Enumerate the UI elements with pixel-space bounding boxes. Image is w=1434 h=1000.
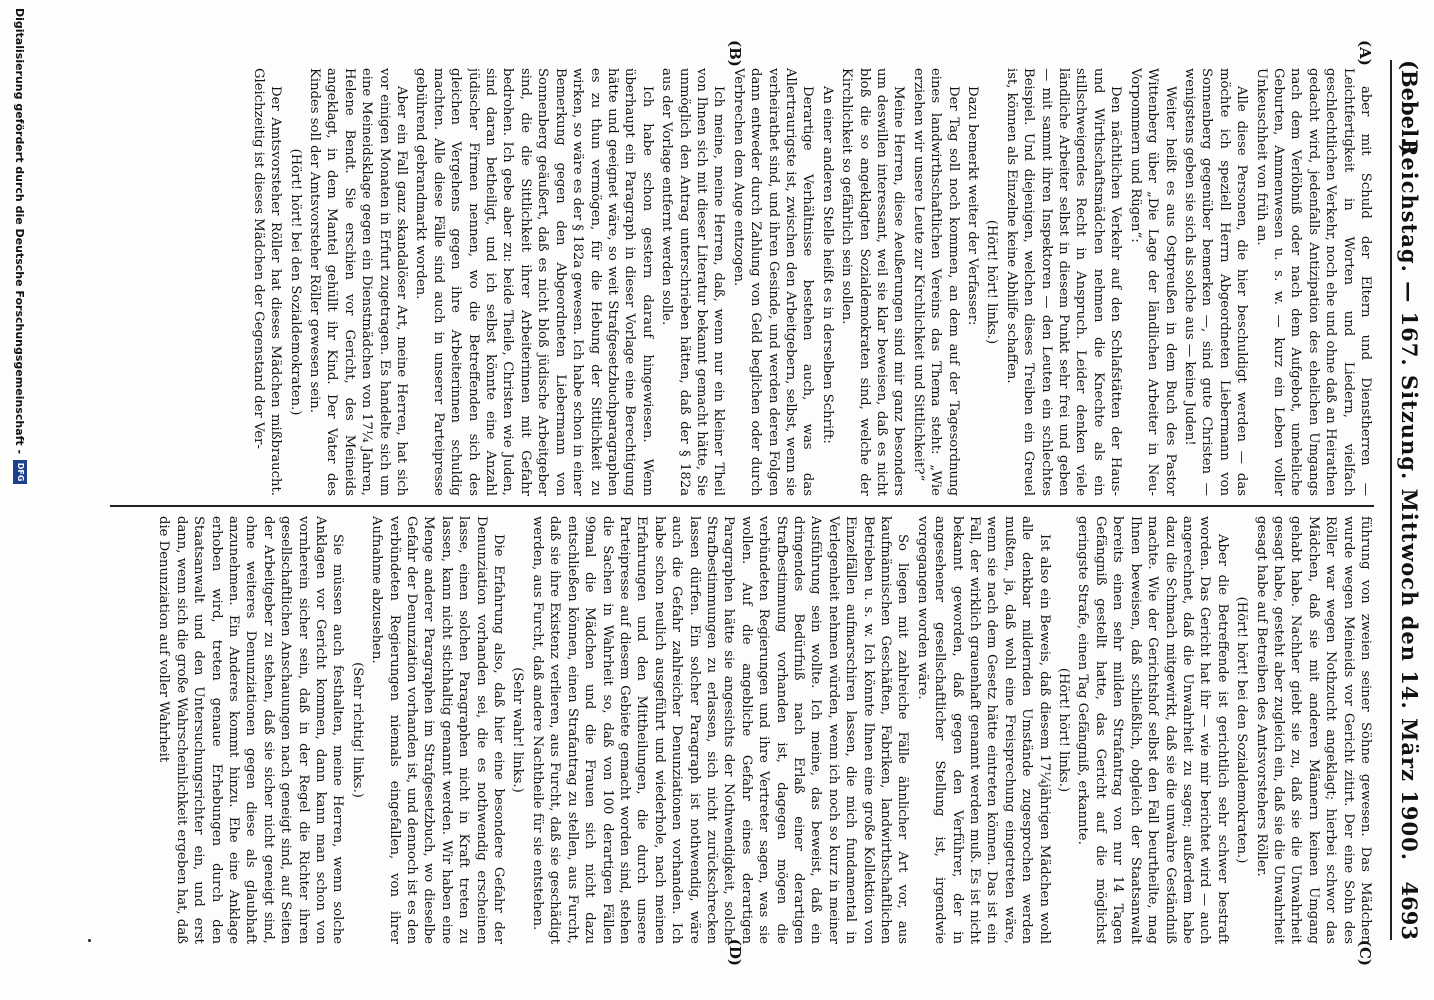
paragraph: Meine Herren, diese Aeußerungen sind mir ganz besonders um deswillen interessant, weil sie klar beweisen, daß es nicht bloß die so angeklagten Sozialdemokraten sind, welche der Kirchlichkeit so gefährlich sein sollen. [839, 68, 907, 496]
speaker-mark: (Bebel.) [1397, 60, 1422, 155]
paragraph: Alle diese Personen, die hier beschuldigt werden — das möchte ich speziell Herrn Abgeordneten Liebermann von Sonnenberg gegenüber bemerken —, sind gute Christen — wenigstens geben sie sich als solche aus — keine Juden! [1181, 68, 1250, 496]
paragraph: führung von zweien seiner Söhne gewesen. Das Mädchen wurde wegen Meineids vor Gericht zitirt. Der eine Sohn des Röller war wegen Nothzucht angeklagt; hierbei schwor das Mädchen, daß sie mit anderen Männern keinen Umgang gehabt habe. Nachher giebt sie zu, daß sie die Unwahrheit gesagt habe, gesteht aber zugleich ein, daß sie die Unwahrheit gesagt habe auf Betreiben des Amtsvorstehers Röller. [1253, 516, 1373, 944]
paragraph: Ist also ein Beweis, daß diesem 17¼jährigen Mädchen wohl alle denkbar mildernden Umstände zugesprochen werden mußten, ja, daß wohl eine Freisprechung eingetreten wäre, wenn sie nach dem Gesetz hätte eintreten können. Das ist ein Fall, der wirklich grauenhaft genannt werden muß. Es ist nicht bekannt geworden, daß gegen den Verführer, der in angesehener gesellschaftlicher Stellung ist, irgendwie vorgegangen worden wäre. [914, 516, 1052, 944]
interjection: (Sehr wahr! links.) [510, 667, 526, 793]
scan-speck [88, 939, 91, 942]
interjection: (Sehr richtig! links.) [349, 662, 365, 798]
left-text-column [110, 68, 1374, 496]
right-text-column [110, 516, 1374, 944]
paragraph: Der Amtsvorsteher Röller hat dieses Mädchen mißbraucht. Gleichzeitig ist dieses Mädchen der Gegenstand der Ver- [250, 68, 284, 496]
interjection: (Hört! hört! bei den Sozialdemokraten.) [1234, 596, 1250, 864]
digitization-footer [10, 8, 30, 940]
digitization-note: Digitalisierung gefördert durch die Deutsche Forschungsgemeinschaft - [13, 8, 27, 455]
margin-mark-c: (C) [1356, 939, 1374, 966]
column-divider [110, 505, 1374, 507]
paragraph: An einer anderen Stelle heißt es in derselben Schrift: [819, 86, 835, 444]
interjection: (Hört! hört! links.) [1056, 667, 1072, 793]
paragraph: Aber ein Fall ganz skandalöser Art, meine Herren, hat sich vor einigen Monaten in Erfurt zugetragen. Es handelte sich um eine Meineidsklage gegen ein Dienstmädchen von 17¼ Jahren, Helene Bendt. Sie erschien vor Gericht, des Meineids angeklagt, in dem Mantel gehüllt ihr Kind. Der Vater des Kindes soll der Amtsvorsteher Röller gewesen sein. [307, 68, 410, 496]
margin-mark-b: (B) [726, 40, 744, 67]
interjection: (Hört! hört! links.) [984, 219, 1000, 345]
margin-mark-a: (A) [1356, 40, 1374, 66]
page-header [1390, 60, 1426, 940]
paragraph: Dazu bemerkt weiter der Verfasser: [965, 86, 981, 326]
paragraph: Weiter heißt es aus Ostpreußen in dem Buch des Pastor Wittenberg über „Die Lage der ländlichen Arbeiter in Neu-Vorpommern und Rügen“: [1127, 68, 1178, 496]
paragraph: Den nächtlichen Verkehr auf den Schlafstätten der Haus- und Wirthschaftsmädchen nehmen die Knechte als ein stillschweigendes Recht in Anspruch. Leider denken viele ländliche Arbeiter selbst in diesem Punkt sehr frei und geben — mit sammt ihren Inspektoren — den Leuten ein schlechtes Beispiel. Und diejenigen, welchen dieses Treiben ein Greuel ist, können als Einzelne keine Abhilfe schaffen. [1003, 68, 1124, 496]
paragraph: Der Tag soll noch kommen, an dem auf der Tagesordnung eines landwirthschaftlichen Vereins das Thema steht: „Wie erziehen wir unsere Leute zur Kirchlichkeit und Sittlichkeit?“ [910, 68, 961, 496]
paragraph: Die Erfahrung also, daß hier eine besondere Gefahr der Denunziation vorhanden sei, die es nothwendig erscheinen lasse, einen solchen Paragraphen nicht in Kraft treten zu lassen, kann nicht stichhaltig genannt werden. Wir haben eine Menge anderer Paragraphen im Strafgesetzbuch, wo dieselbe Gefahr der Denunziation vorhanden ist, und dennoch ist es den verbündeten Regierungen niemals eingefallen, von ihrer Aufnahme abzusehen. [369, 516, 507, 944]
paragraph: Ich habe schon gestern darauf hingewiesen. Wenn überhaupt ein Paragraph in dieser Vorlage eine Berechtigung hätte und geeignet wäre, so weit Strafgesetzbuchparagraphen es zu thun vermögen, für die Hebung der Sittlichkeit zu wirken, so wäre es der § 182a gewesen. Ich habe schon in einer Bemerkung gegen den Abgeordneten Liebermann von Sonnenberg geäußert, daß es nicht bloß jüdische Arbeitgeber sind, die die Sittlichkeit ihrer Arbeiterinnen mit Gefahr bedrohen. Ich gebe aber zu: beide Theile, Christen wie Juden, sind daran betheiligt, und ich selbst könnte eine Anzahl jüdischer Firmen nennen, wo die Betreffenden sich des gleichen Vergehens gegen ihre Arbeiterinnen schuldig machten. Alle diese Fälle sind auch in unserer Parteipresse gebührend gebrandmarkt worden. [413, 68, 655, 496]
paragraph: Aber die Betreffende ist gerichtlich sehr schwer bestraft worden. Das Gericht hat ihr — wie mir berichtet wird — auch angerechnet, daß die Unwahrheit zu sagen; außerdem habe dazu die Schmach mitgewirkt, daß sie die unwahre Geständniß machte. Wie der Gerichtshof selbst den Fall beurtheilte, mag Ihnen beweisen, daß schließlich, obgleich der Staatsanwalt bereits einen sehr milden Strafantrag von nur 14 Tagen Gefängniß gestellt hatte, das Gericht auf die möglichst geringste Strafe, einen Tag Gefängniß, erkannte. [1075, 516, 1230, 944]
page-title: Reichstag. — 167. Sitzung. Mittwoch den 14. März 1900. [1397, 138, 1422, 862]
interjection: (Hört! hört! bei den Sozialdemokraten.) [287, 148, 303, 416]
page-number: 4693 [1397, 881, 1422, 940]
paragraph: Derartige Verhältnisse bestehen auch, was das Allertraurigste ist, zwischen den Arbeitgebern, selbst, wenn sie verheirathet sind, und ihren Gesinde, und werden deren Folgen dann entweder durch Zahlung von Geld beglichen oder durch Verbrechen dem Auge entzogen. [730, 68, 816, 496]
paragraph: Sie müssen auch festhalten, meine Herren, wenn solche Anklagen vor Gericht kommen, dann kann man schon von vornherein sicher sein, daß in der Regel die Richter ihren gesellschaftlichen Anschauungen nach geneigt sind, auf Seiten der Arbeitgeber zu stehen, daß sie sicher nicht geneigt sind, ohne weiteres Denunziationen gegen diese als glaubhaft anzunehmen. Ein Anderes kommt hinzu. Ehe eine Anklage erhoben wird, treten genaue Erhebungen durch den Staatsanwalt und den Untersuchungsrichter ein, und erst dann, wenn sich die große Wahrscheinlichkeit ergeben hat, daß die Denunziation auf voller Wahrheit [156, 516, 346, 944]
dfg-logo: DFG [13, 460, 27, 484]
margin-mark-d: (D) [726, 938, 744, 966]
paragraph: So liegen mit zahlreiche Fälle ähnlicher Art vor, aus kaufmännischen Geschäften, Fabriken, landwirthschaftlichen Betrieben u. s. w. Ich könnte Ihnen eine große Kollektion von Einzelfällen aufmarschiren lassen, die mich fundamental in Verlegenheit nehmen würden, wenn ich noch so kurz in meiner Ausführung sein wollte. Ich meine, das beweist, daß ein dringendes Bedürfniß nach Erlaß einer derartigen Strafbestimmung vorhanden ist, dagegen mögen die verbündeten Regierungen und ihre Vertreter sagen, was sie wollen. Auf die angebliche Gefahr eines derartigen Paragraphen hätte sie angesichts der Nothwendigkeit, solche Strafbestimmungen zu erlassen, sich nicht zurückschrecken lassen dürfen. Ein solcher Paragraph ist nothwendig, wäre auch die Gefahr zahlreicher Denunziationen vorhanden. Ich habe schon neulich ausgeführt und wiederhole, nach meinen Erfahrungen und den Mittheilungen, die durch unsere Parteipresse auf diesem Gebiete gemacht worden sind, stehen die Sachen in Wahrheit so, daß von 100 derartigen Fällen 99mal die Mädchen und die Frauen sich nicht dazu entschließen können, einen Strafantrag zu stellen, aus Furcht, daß sie ihre Existenz verlieren, aus Furcht, daß sie geschädigt werden, aus Furcht, daß andere Nachtheile für sie entstehen. [529, 516, 911, 944]
paragraph: aber mit Schuld der Eltern und Dienstherren — Leichtfertigkeit in Worten und Liedern, vielfach geschlechtlichen Verkehr, noch ehe und ohne daß an Heirathen gedacht wird, jedenfalls Antizipation des ehelichen Umgangs nach dem Verlöbniß oder nach dem Aufgebot, uneheliche Geburten, Ammenwesen u. s. w. — kurz ein Leben voller Unkeuschheit von früh an. [1253, 68, 1373, 496]
paragraph: Ich meine, meine Herren, daß, wenn nur ein kleiner Theil von Ihnen sich mit dieser Literatur bekannt gemacht hätte, Sie unmöglich den Antrag unterschrieben hätten, daß der § 182a aus der Vorlage entfernt werden solle. [659, 68, 727, 496]
